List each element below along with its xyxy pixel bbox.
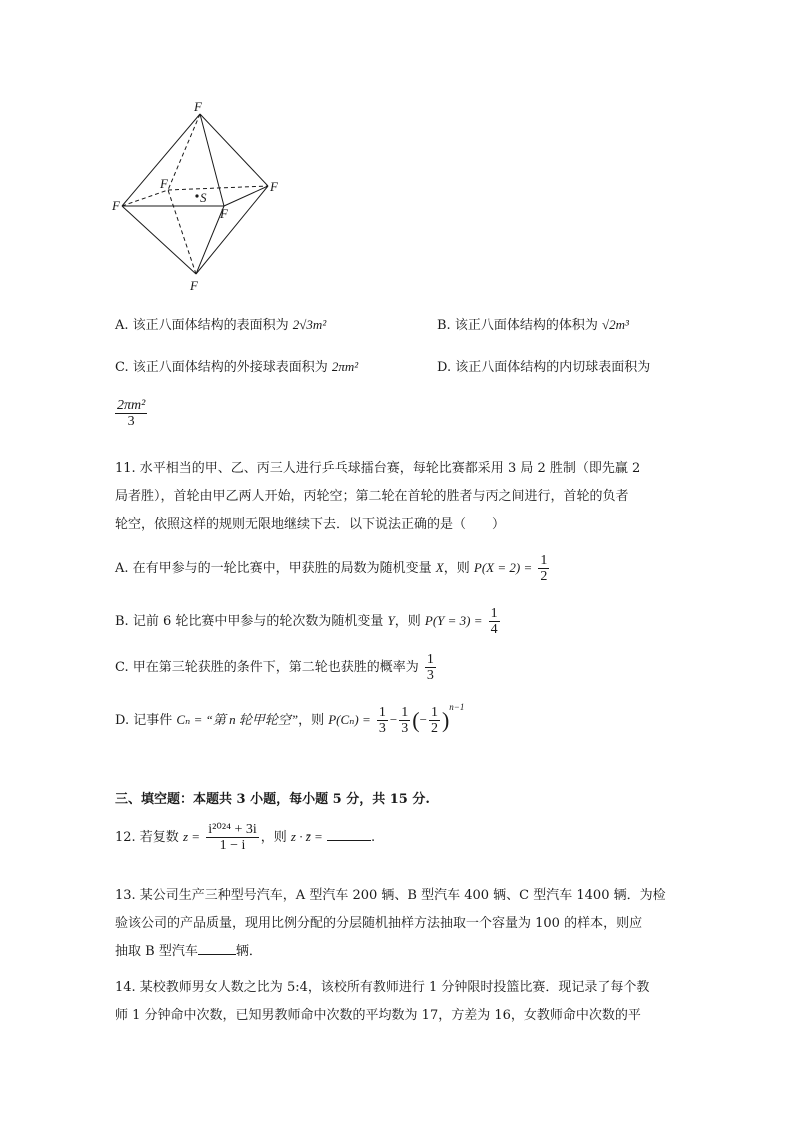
q11-option-b-math: P(Y = 3) =: [424, 613, 483, 628]
q11-option-d-mid: ，则: [298, 713, 325, 728]
fraction-denominator: 3: [127, 414, 135, 429]
q10-option-a-text: A. 该正八面体结构的表面积为: [115, 318, 289, 333]
q13-line-3-suffix: 辆．: [235, 944, 262, 959]
q11-option-c: [115, 652, 438, 683]
q11-option-a-text: A. 在有甲参与的一轮比赛中，甲获胜的局数为随机变量: [115, 561, 432, 576]
answer-blank[interactable]: [327, 828, 371, 841]
fraction-denominator: 2: [540, 569, 548, 584]
q10-option-a: [115, 314, 326, 333]
q11-option-b-var: Y: [387, 613, 395, 628]
octahedron-figure: [108, 96, 288, 296]
fraction-numerator: 1: [490, 606, 498, 621]
q11-option-d-lhs: P(Cₙ) =: [328, 712, 371, 727]
q14-line-1: 14. 某校教师男女人数之比为 5:4，该校所有教师进行 1 分钟限时投篮比赛．现记录了每个教: [115, 980, 650, 995]
fraction-numerator: 1: [378, 705, 386, 720]
q11-option-a: [115, 553, 551, 584]
q13-line-1: 13. 某公司生产三种型号汽车，A 型汽车 200 辆、B 型汽车 400 辆、C 型汽车 1400 辆．为检: [115, 888, 666, 903]
q10-option-d-fraction: [113, 398, 149, 429]
vertex-label-bottom: F: [190, 278, 198, 293]
q12-mid: ，则: [260, 830, 287, 845]
q11-option-d-event: Cₙ = “第 n 轮甲轮空”: [176, 712, 299, 727]
vertex-label-back: F: [160, 176, 168, 191]
q10-option-a-math: 2√3m²: [292, 317, 327, 332]
fraction-denominator: 4: [490, 622, 498, 637]
exponent: n−1: [449, 702, 465, 712]
q10-option-d-text: D. 该正八面体结构的内切球表面积为: [437, 360, 651, 375]
vertex-label-top: F: [194, 99, 202, 114]
q11-option-a-mid: ，则: [443, 561, 470, 576]
fraction-numerator: 1: [401, 705, 409, 720]
q11-option-a-math: P(X = 2) =: [473, 560, 533, 575]
q13-line-2: 验该公司的产品质量，现用比例分配的分层随机抽样方法抽取一个容量为 100 的样本，则应: [115, 916, 643, 931]
answer-blank[interactable]: [198, 942, 236, 955]
q10-option-b: [437, 314, 629, 333]
minus-sign: −: [389, 712, 398, 727]
q11-option-b: [115, 606, 502, 637]
fraction-numerator: 2πm²: [117, 398, 146, 413]
center-label: S: [200, 190, 207, 205]
q10-option-b-math: √2m³: [601, 317, 629, 332]
q11-option-d-text: D. 记事件: [115, 713, 173, 728]
close-paren: ): [441, 707, 450, 733]
fraction-denominator: 3: [378, 721, 386, 736]
q10-option-c: [115, 356, 358, 375]
q11-option-b-mid: ，则: [394, 614, 421, 629]
q11-option-b-text: B. 记前 6 轮比赛中甲参与的轮次数为随机变量: [115, 614, 384, 629]
q12: [115, 822, 375, 853]
fraction-numerator: 1: [426, 652, 434, 667]
fraction-numerator: 1: [540, 553, 548, 568]
fraction-denominator: 1 − i: [219, 838, 246, 853]
fraction-numerator: i²⁰²⁴ + 3i: [208, 822, 257, 837]
q11-line-2: 局者胜），首轮由甲乙两人开始，丙轮空；第二轮在首轮的胜者与丙之间进行，首轮的负者: [115, 489, 629, 504]
fraction-denominator: 3: [426, 668, 434, 683]
q11-option-c-text: C. 甲在第三轮获胜的条件下，第二轮也获胜的概率为: [115, 660, 419, 675]
vertex-label-right: F: [270, 179, 278, 194]
vertex-label-front: F: [220, 206, 228, 221]
q11-option-a-var: X: [435, 560, 444, 575]
q12-suffix: .: [370, 830, 376, 845]
open-paren: (: [412, 707, 420, 733]
minus-sign-inner: −: [419, 712, 427, 727]
q13-line-3: [115, 940, 262, 959]
q14-line-2: 师 1 分钟命中次数，已知男教师命中次数的平均数为 17，方差为 16，女教师命中次数的平: [115, 1008, 641, 1023]
q10-option-d: [437, 356, 650, 375]
fraction-denominator: 3: [401, 721, 409, 736]
q12-lhs: z =: [182, 829, 201, 844]
fraction-numerator: 1: [430, 705, 438, 720]
q10-option-c-text: C. 该正八面体结构的外接球表面积为: [115, 360, 328, 375]
section-3-heading: 三、填空题：本题共 3 小题，每小题 5 分，共 15 分.: [115, 792, 430, 807]
q10-option-b-text: B. 该正八面体结构的体积为: [437, 318, 598, 333]
q11-option-d: [115, 702, 464, 736]
q13-line-3-prefix: 抽取 B 型汽车: [115, 944, 198, 959]
q12-expr: z · z̄ =: [290, 829, 323, 844]
q10-option-c-math: 2πm²: [331, 359, 359, 374]
vertex-label-left: F: [112, 198, 120, 213]
q11-line-1: 11. 水平相当的甲、乙、丙三人进行乒乓球擂台赛，每轮比赛都采用 3 局 2 胜制（即先赢 2: [115, 461, 641, 476]
fraction-denominator: 2: [430, 721, 438, 736]
q12-prefix: 12. 若复数: [115, 830, 179, 845]
q11-line-3: 轮空，依照这样的规则无限地继续下去．以下说法正确的是（ ）: [115, 517, 506, 532]
